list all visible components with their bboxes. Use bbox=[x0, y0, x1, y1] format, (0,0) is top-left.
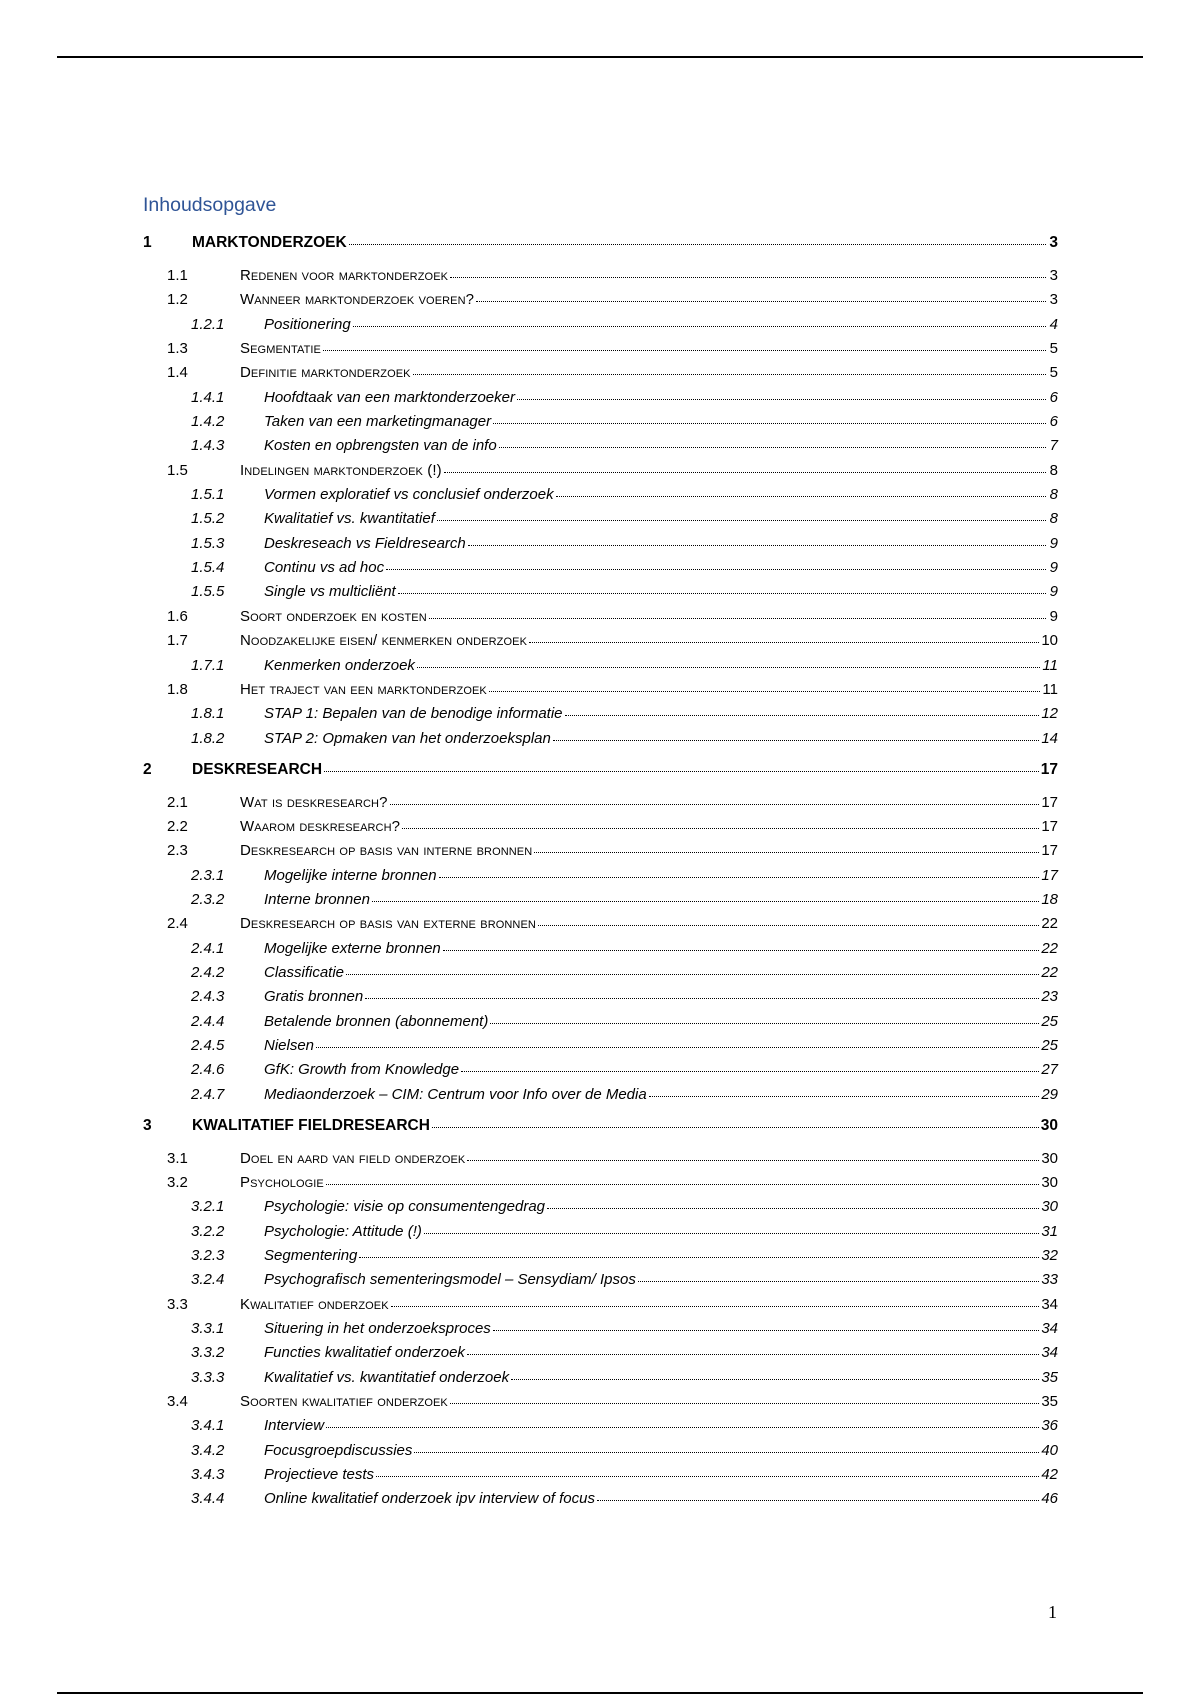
toc-entry[interactable] bbox=[143, 1172, 1058, 1194]
dot-leader bbox=[439, 863, 1040, 878]
toc-entry-number: 3.2.1 bbox=[191, 1198, 225, 1216]
dot-leader bbox=[324, 757, 1039, 772]
toc-entry-number: 3.2.2 bbox=[191, 1222, 225, 1240]
toc-entry-number: 1 bbox=[143, 234, 152, 251]
dot-leader bbox=[638, 1267, 1039, 1282]
dot-leader bbox=[326, 1413, 1039, 1428]
toc-entry-page: 11 bbox=[1042, 656, 1058, 674]
dot-leader bbox=[493, 409, 1046, 424]
toc-entry[interactable] bbox=[143, 962, 1058, 984]
toc-entry[interactable] bbox=[143, 387, 1058, 409]
toc-entry-number: 2 bbox=[143, 760, 152, 778]
toc-entry[interactable] bbox=[143, 1196, 1058, 1218]
toc-entry-label: Gratis bronnen bbox=[264, 988, 364, 1006]
toc-entry-number: 3.3.2 bbox=[191, 1344, 225, 1362]
toc-entry-number: 3.2.4 bbox=[191, 1271, 225, 1289]
toc-entry-label: Kwalitatief onderzoek bbox=[240, 1295, 389, 1313]
toc-entry-page: 30 bbox=[1040, 1116, 1058, 1134]
toc-entry-page: 35 bbox=[1041, 1393, 1058, 1411]
dot-leader bbox=[649, 1082, 1040, 1097]
toc-entry-number: 1.8 bbox=[167, 680, 188, 698]
toc-entry-label: STAP 1: Bepalen van de benodige informatie bbox=[264, 705, 563, 723]
toc-entry[interactable] bbox=[143, 759, 1058, 781]
toc-entry-number: 1.3 bbox=[167, 340, 188, 358]
toc-entry-page: 34 bbox=[1041, 1344, 1058, 1362]
toc-entry-page: 9 bbox=[1049, 534, 1058, 552]
toc-entry-label: STAP 2: Opmaken van het onderzoeksplan bbox=[264, 729, 551, 747]
toc-entry-page: 17 bbox=[1041, 866, 1058, 884]
dot-leader bbox=[597, 1486, 1039, 1501]
toc-entry-page: 22 bbox=[1041, 939, 1058, 957]
toc-entry[interactable] bbox=[143, 460, 1058, 482]
toc-entry-number: 1.5 bbox=[167, 461, 188, 479]
toc-entry[interactable] bbox=[143, 655, 1058, 677]
toc-entry[interactable] bbox=[143, 816, 1058, 838]
toc-entry-number: 3.3.1 bbox=[191, 1320, 225, 1338]
toc-entry-number: 1.7.1 bbox=[191, 656, 225, 674]
footer-rule bbox=[57, 1692, 1143, 1694]
toc-entry-label: Mogelijke interne bronnen bbox=[264, 866, 437, 884]
dot-leader bbox=[326, 1170, 1039, 1185]
table-of-contents bbox=[143, 232, 1058, 1513]
toc-entry-page: 3 bbox=[1049, 291, 1058, 309]
toc-entry-label: Taken van een marketingmanager bbox=[264, 413, 492, 431]
toc-entry[interactable] bbox=[143, 265, 1058, 287]
toc-entry[interactable] bbox=[143, 1035, 1058, 1057]
toc-entry-label: GfK: Growth from Knowledge bbox=[264, 1061, 460, 1079]
toc-entry[interactable] bbox=[143, 1245, 1058, 1267]
dot-leader bbox=[556, 482, 1046, 497]
toc-entry[interactable] bbox=[143, 1440, 1058, 1462]
toc-entry-number: 2.4.3 bbox=[191, 988, 225, 1006]
toc-entry-label: Psychografisch sementeringsmodel – Sensydiam/ Ipsos bbox=[264, 1271, 636, 1289]
toc-entry-number: 2.4.5 bbox=[191, 1036, 225, 1054]
toc-entry-number: 1.5.5 bbox=[191, 583, 225, 601]
dot-leader bbox=[376, 1462, 1039, 1477]
toc-entry-page: 8 bbox=[1049, 510, 1058, 528]
dot-leader bbox=[349, 230, 1046, 245]
toc-entry[interactable] bbox=[143, 1488, 1058, 1510]
toc-entry-page: 14 bbox=[1041, 729, 1058, 747]
toc-entry-number: 1.8.2 bbox=[191, 729, 225, 747]
toc-entry[interactable] bbox=[143, 938, 1058, 960]
toc-entry-number: 3.3.3 bbox=[191, 1368, 225, 1386]
toc-entry-page: 42 bbox=[1041, 1466, 1058, 1484]
dot-leader bbox=[553, 726, 1039, 741]
toc-entry-number: 3.2.3 bbox=[191, 1247, 225, 1265]
toc-entry[interactable] bbox=[143, 1391, 1058, 1413]
toc-entry-label: Deskresearch op basis van externe bronnen bbox=[240, 915, 536, 933]
toc-entry[interactable] bbox=[143, 1269, 1058, 1291]
toc-entry-label: MARKTONDERZOEK bbox=[192, 234, 347, 251]
toc-entry-label: Doel en aard van field onderzoek bbox=[240, 1149, 466, 1167]
toc-entry[interactable] bbox=[143, 362, 1058, 384]
toc-entry-label: Redenen voor marktonderzoek bbox=[240, 267, 449, 284]
toc-entry-page: 18 bbox=[1041, 890, 1058, 908]
toc-entry-label: Deskresearch op basis van interne bronnen bbox=[240, 842, 533, 860]
header-rule bbox=[57, 56, 1143, 58]
dot-leader bbox=[468, 531, 1046, 546]
toc-entry-label: Focusgroepdiscussies bbox=[264, 1441, 413, 1459]
toc-entry-page: 6 bbox=[1049, 388, 1058, 406]
toc-entry[interactable] bbox=[143, 889, 1058, 911]
toc-entry[interactable] bbox=[143, 484, 1058, 506]
toc-entry-page: 34 bbox=[1041, 1295, 1058, 1313]
toc-entry-page: 33 bbox=[1041, 1271, 1058, 1289]
toc-entry-label: Vormen exploratief vs conclusief onderzoek bbox=[264, 486, 554, 504]
toc-entry-page: 7 bbox=[1049, 437, 1058, 455]
dot-leader bbox=[365, 984, 1039, 999]
toc-entry[interactable] bbox=[143, 679, 1058, 701]
toc-entry-number: 1.1 bbox=[167, 267, 188, 284]
toc-entry-page: 9 bbox=[1049, 559, 1058, 577]
dot-leader bbox=[391, 1292, 1040, 1307]
toc-entry[interactable] bbox=[143, 703, 1058, 725]
toc-entry-page: 22 bbox=[1041, 915, 1058, 933]
toc-entry-page: 3 bbox=[1049, 267, 1058, 284]
toc-entry-number: 1.4.3 bbox=[191, 437, 225, 455]
toc-entry-number: 2.4.4 bbox=[191, 1012, 225, 1030]
toc-entry-page: 17 bbox=[1041, 817, 1058, 835]
dot-leader bbox=[547, 1194, 1039, 1209]
toc-entry-label: Soort onderzoek en kosten bbox=[240, 607, 427, 625]
toc-entry-label: Soorten kwalitatief onderzoek bbox=[240, 1393, 448, 1411]
toc-entry-label: Psychologie bbox=[240, 1174, 324, 1191]
toc-entry-page: 8 bbox=[1049, 461, 1058, 479]
toc-entry-label: Wat is deskresearch? bbox=[240, 793, 388, 811]
dot-leader bbox=[398, 579, 1046, 594]
page-number: 1 bbox=[1048, 1602, 1057, 1622]
toc-entry-label: Kenmerken onderzoek bbox=[264, 656, 415, 674]
toc-entry-label: Kosten en opbrengsten van de info bbox=[264, 437, 497, 455]
toc-entry-label: Projectieve tests bbox=[264, 1466, 375, 1484]
dot-leader bbox=[490, 1009, 1039, 1024]
toc-entry-page: 29 bbox=[1041, 1085, 1058, 1103]
dot-leader bbox=[414, 1438, 1039, 1453]
toc-entry[interactable] bbox=[143, 557, 1058, 579]
toc-entry[interactable] bbox=[143, 411, 1058, 433]
toc-entry[interactable] bbox=[143, 630, 1058, 652]
toc-entry-label: Wanneer marktonderzoek voeren? bbox=[240, 291, 475, 309]
toc-entry[interactable] bbox=[143, 289, 1058, 311]
toc-entry-number: 1.4.2 bbox=[191, 413, 225, 431]
dot-leader bbox=[444, 458, 1046, 473]
dot-leader bbox=[467, 1340, 1039, 1355]
toc-entry-page: 22 bbox=[1041, 963, 1058, 981]
toc-entry-page: 11 bbox=[1042, 680, 1058, 698]
dot-leader bbox=[386, 555, 1046, 570]
dot-leader bbox=[413, 360, 1046, 375]
dot-leader bbox=[390, 790, 1040, 805]
toc-entry-page: 30 bbox=[1041, 1174, 1058, 1191]
toc-entry-number: 1.2 bbox=[167, 291, 188, 309]
toc-entry-number: 2.2 bbox=[167, 817, 188, 835]
toc-entry-page: 17 bbox=[1040, 760, 1058, 778]
toc-entry-number: 1.5.2 bbox=[191, 510, 225, 528]
toc-entry-page: 9 bbox=[1049, 607, 1058, 625]
toc-entry-page: 32 bbox=[1041, 1247, 1058, 1265]
dot-leader bbox=[450, 1389, 1039, 1404]
dot-leader bbox=[316, 1033, 1039, 1048]
dot-leader bbox=[429, 604, 1046, 619]
toc-entry-label: Definitie marktonderzoek bbox=[240, 364, 411, 382]
toc-entry-page: 5 bbox=[1049, 340, 1058, 358]
toc-entry-label: Segmentering bbox=[264, 1247, 358, 1265]
toc-entry-number: 3.1 bbox=[167, 1149, 188, 1167]
toc-entry-label: Mogelijke externe bronnen bbox=[264, 939, 441, 957]
toc-entry-label: Nielsen bbox=[264, 1036, 315, 1054]
toc-entry-page: 23 bbox=[1041, 988, 1058, 1006]
toc-entry[interactable] bbox=[143, 986, 1058, 1008]
toc-entry-number: 3.4 bbox=[167, 1393, 188, 1411]
toc-entry-label: Interview bbox=[264, 1417, 325, 1435]
toc-entry[interactable] bbox=[143, 1367, 1058, 1389]
toc-entry[interactable] bbox=[143, 1415, 1058, 1437]
toc-entry-number: 2.3.1 bbox=[191, 866, 225, 884]
toc-entry[interactable] bbox=[143, 728, 1058, 750]
dot-leader bbox=[372, 887, 1039, 902]
toc-entry-label: Segmentatie bbox=[240, 340, 321, 358]
toc-entry-page: 8 bbox=[1049, 486, 1058, 504]
dot-leader bbox=[493, 1316, 1040, 1331]
toc-entry-page: 30 bbox=[1041, 1149, 1058, 1167]
toc-entry-label: Psychologie: Attitude (!) bbox=[264, 1222, 422, 1240]
dot-leader bbox=[424, 1219, 1039, 1234]
toc-entry-label: Interne bronnen bbox=[264, 890, 370, 908]
toc-entry[interactable] bbox=[143, 581, 1058, 603]
dot-leader bbox=[402, 814, 1039, 829]
toc-entry-number: 3.4.2 bbox=[191, 1441, 225, 1459]
toc-entry-page: 35 bbox=[1041, 1368, 1058, 1386]
toc-entry-page: 9 bbox=[1049, 583, 1058, 601]
toc-entry-label: Classificatie bbox=[264, 963, 345, 981]
toc-entry-label: Waarom deskresearch? bbox=[240, 817, 401, 835]
toc-entry-number: 1.6 bbox=[167, 607, 188, 625]
toc-entry-number: 1.7 bbox=[167, 632, 188, 650]
toc-title: Inhoudsopgave bbox=[143, 194, 277, 216]
toc-entry[interactable] bbox=[143, 865, 1058, 887]
toc-entry[interactable] bbox=[143, 1221, 1058, 1243]
toc-entry[interactable] bbox=[143, 1342, 1058, 1364]
dot-leader bbox=[534, 838, 1039, 853]
toc-entry-page: 3 bbox=[1049, 234, 1058, 251]
toc-entry-number: 1.5.1 bbox=[191, 486, 225, 504]
toc-entry-page: 30 bbox=[1041, 1198, 1058, 1216]
toc-entry-page: 25 bbox=[1041, 1036, 1058, 1054]
toc-entry-page: 12 bbox=[1041, 705, 1058, 723]
dot-leader bbox=[346, 960, 1039, 975]
toc-entry[interactable] bbox=[143, 913, 1058, 935]
toc-entry-label: Deskreseach vs Fieldresearch bbox=[264, 534, 466, 552]
toc-entry-label: Kwalitatief vs. kwantitatief onderzoek bbox=[264, 1368, 510, 1386]
toc-entry-label: Functies kwalitatief onderzoek bbox=[264, 1344, 465, 1362]
toc-entry-number: 1.8.1 bbox=[191, 705, 225, 723]
toc-entry[interactable] bbox=[143, 508, 1058, 530]
toc-entry-label: Noodzakelijke eisen/ kenmerken onderzoek bbox=[240, 632, 527, 650]
dot-leader bbox=[432, 1113, 1039, 1128]
toc-entry[interactable] bbox=[143, 792, 1058, 814]
dot-leader bbox=[443, 936, 1040, 951]
dot-leader bbox=[565, 701, 1040, 716]
dot-leader bbox=[476, 287, 1046, 302]
toc-entry-number: 1.5.3 bbox=[191, 534, 225, 552]
dot-leader bbox=[359, 1243, 1039, 1258]
toc-entry-page: 6 bbox=[1049, 413, 1058, 431]
dot-leader bbox=[538, 911, 1039, 926]
toc-entry-page: 17 bbox=[1041, 793, 1058, 811]
toc-entry-number: 2.4 bbox=[167, 915, 188, 933]
toc-entry-number: 2.4.6 bbox=[191, 1061, 225, 1079]
toc-entry-page: 25 bbox=[1041, 1012, 1058, 1030]
dot-leader bbox=[417, 653, 1040, 668]
toc-entry-page: 27 bbox=[1041, 1061, 1058, 1079]
toc-entry-page: 31 bbox=[1041, 1222, 1058, 1240]
toc-entry-number: 2.3 bbox=[167, 842, 188, 860]
toc-entry[interactable] bbox=[143, 1294, 1058, 1316]
dot-leader bbox=[437, 506, 1046, 521]
toc-entry-number: 1.4.1 bbox=[191, 388, 225, 406]
dot-leader bbox=[461, 1057, 1039, 1072]
toc-entry-page: 4 bbox=[1049, 315, 1058, 333]
dot-leader bbox=[529, 628, 1039, 643]
toc-entry-label: Psychologie: visie op consumentengedrag bbox=[264, 1198, 546, 1216]
toc-entry-number: 3.4.3 bbox=[191, 1466, 225, 1484]
toc-entry-label: Kwalitatief vs. kwantitatief bbox=[264, 510, 435, 528]
dot-leader bbox=[450, 263, 1046, 278]
toc-entry[interactable] bbox=[143, 314, 1058, 336]
toc-entry-number: 1.5.4 bbox=[191, 559, 225, 577]
toc-entry-number: 3.4.4 bbox=[191, 1490, 225, 1508]
dot-leader bbox=[511, 1365, 1039, 1380]
toc-entry[interactable] bbox=[143, 338, 1058, 360]
dot-leader bbox=[353, 312, 1046, 327]
toc-entry-page: 40 bbox=[1041, 1441, 1058, 1459]
toc-entry-label: Positionering bbox=[264, 315, 351, 333]
toc-entry-label: Hoofdtaak van een marktonderzoeker bbox=[264, 388, 515, 406]
toc-entry-label: Online kwalitatief onderzoek ipv interview of focus bbox=[264, 1490, 595, 1508]
toc-entry-label: Betalende bronnen (abonnement) bbox=[264, 1012, 489, 1030]
dot-leader bbox=[499, 433, 1046, 448]
toc-entry-label: DESKRESEARCH bbox=[192, 760, 323, 778]
dot-leader bbox=[489, 677, 1041, 692]
toc-entry-number: 3.4.1 bbox=[191, 1417, 225, 1435]
toc-entry[interactable] bbox=[143, 533, 1058, 555]
toc-entry[interactable] bbox=[143, 1148, 1058, 1170]
toc-entry[interactable] bbox=[143, 1059, 1058, 1081]
toc-entry[interactable] bbox=[143, 1011, 1058, 1033]
toc-entry-page: 46 bbox=[1041, 1490, 1058, 1508]
toc-entry-number: 2.4.2 bbox=[191, 963, 225, 981]
toc-entry-number: 1.2.1 bbox=[191, 315, 225, 333]
toc-entry[interactable] bbox=[143, 1115, 1058, 1137]
toc-entry[interactable] bbox=[143, 232, 1058, 254]
toc-entry-number: 3.3 bbox=[167, 1295, 188, 1313]
toc-entry-page: 10 bbox=[1041, 632, 1058, 650]
toc-entry-label: Mediaonderzoek – CIM: Centrum voor Info over de Media bbox=[264, 1085, 647, 1103]
toc-entry-label: KWALITATIEF FIELDRESEARCH bbox=[192, 1116, 430, 1134]
toc-entry-number: 3 bbox=[143, 1116, 152, 1134]
toc-entry-page: 36 bbox=[1041, 1417, 1058, 1435]
toc-entry-page: 5 bbox=[1049, 364, 1058, 382]
dot-leader bbox=[323, 336, 1046, 351]
toc-entry-page: 17 bbox=[1041, 842, 1058, 860]
toc-entry-label: Indelingen marktonderzoek (!) bbox=[240, 461, 442, 479]
dot-leader bbox=[517, 385, 1046, 400]
toc-entry-label: Situering in het onderzoeksproces bbox=[264, 1320, 491, 1338]
toc-entry[interactable] bbox=[143, 840, 1058, 862]
toc-entry-label: Single vs multicliënt bbox=[264, 583, 396, 601]
toc-entry-number: 2.3.2 bbox=[191, 890, 225, 908]
toc-entry-number: 2.4.1 bbox=[191, 939, 225, 957]
dot-leader bbox=[467, 1146, 1039, 1161]
toc-entry[interactable] bbox=[143, 1084, 1058, 1106]
toc-entry-label: Het traject van een marktonderzoek bbox=[240, 680, 487, 698]
toc-entry-number: 2.4.7 bbox=[191, 1085, 225, 1103]
toc-entry-number: 3.2 bbox=[167, 1174, 188, 1191]
toc-entry-page: 34 bbox=[1041, 1320, 1058, 1338]
toc-entry-number: 2.1 bbox=[167, 793, 188, 811]
toc-entry[interactable] bbox=[143, 1464, 1058, 1486]
toc-entry[interactable] bbox=[143, 1318, 1058, 1340]
toc-entry-number: 1.4 bbox=[167, 364, 188, 382]
toc-entry-label: Continu vs ad hoc bbox=[264, 559, 385, 577]
toc-entry[interactable] bbox=[143, 606, 1058, 628]
toc-entry[interactable] bbox=[143, 435, 1058, 457]
